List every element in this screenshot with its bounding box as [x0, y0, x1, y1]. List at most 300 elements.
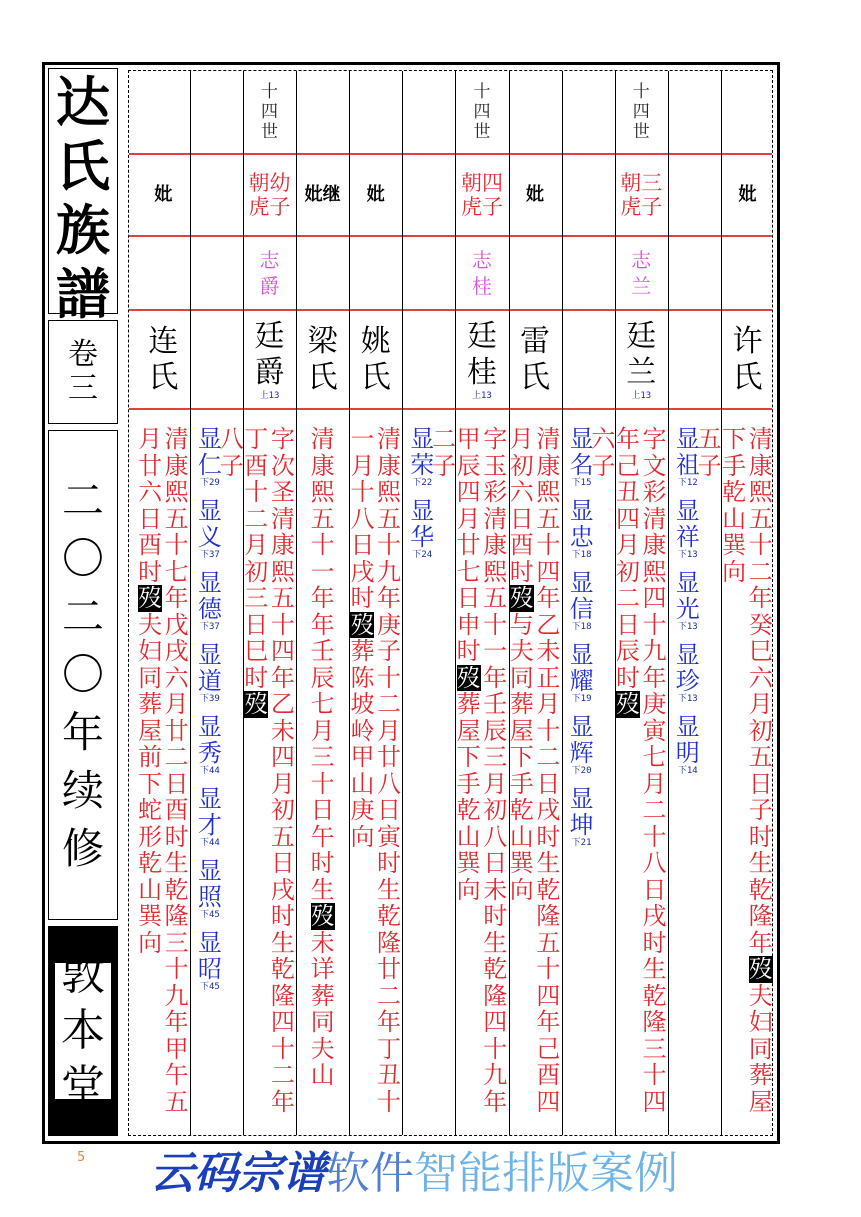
- glyph: 午: [310, 822, 335, 851]
- glyph: 屋: [138, 716, 163, 745]
- glyph: 四: [270, 1008, 295, 1036]
- glyph: 雷: [520, 323, 551, 359]
- glyph: 族: [56, 198, 110, 262]
- hall-name-box: [48, 926, 118, 1136]
- glyph: 戌: [164, 637, 189, 665]
- glyph: 十: [350, 478, 375, 506]
- reference-mark: 下12: [677, 478, 698, 488]
- glyph: 十: [377, 1087, 401, 1116]
- glyph: 子: [377, 637, 401, 665]
- children-column: [668, 71, 721, 1135]
- glyph: 月: [244, 531, 269, 559]
- glyph: 寅: [642, 716, 667, 745]
- glyph: 夫: [509, 637, 534, 665]
- relation-pair: [620, 171, 662, 219]
- glyph: 子: [697, 451, 722, 480]
- glyph: 日: [509, 504, 534, 533]
- child-entry: [410, 498, 434, 560]
- child-entry: [570, 498, 594, 560]
- glyph: 子: [269, 195, 291, 219]
- glyph: 熙: [270, 557, 295, 586]
- relation-label: [367, 184, 385, 206]
- glyph: 酉: [164, 796, 189, 824]
- person-column: [296, 71, 349, 1135]
- glyph: 清: [164, 425, 189, 453]
- glyph: 酉: [138, 531, 163, 559]
- glyph: 十: [642, 610, 667, 639]
- glyph: 熙: [536, 478, 561, 506]
- child-entry: [570, 570, 594, 632]
- glyph: 年: [61, 708, 104, 757]
- glyph: 葬: [748, 1061, 773, 1089]
- glyph: 夫: [138, 610, 163, 639]
- glyph: 日: [748, 769, 773, 798]
- glyph: 时: [642, 928, 667, 957]
- glyph: 荣: [410, 451, 435, 479]
- glyph: 五: [536, 504, 561, 533]
- relation-column: [461, 171, 482, 219]
- glyph: 照: [197, 883, 222, 911]
- glyph: 子: [591, 451, 616, 480]
- glyph: 未: [270, 716, 295, 745]
- glyph: 戊: [164, 610, 189, 639]
- child-entry: [198, 858, 222, 920]
- glyph: 详: [310, 955, 335, 983]
- glyph: 丑: [615, 478, 640, 506]
- glyph: 时: [536, 822, 561, 851]
- glyph: 手: [722, 451, 747, 480]
- glyph: 字: [642, 425, 667, 453]
- glyph: 日: [456, 584, 481, 612]
- glyph: 日: [310, 796, 335, 824]
- glyph: 华: [410, 523, 435, 551]
- glyph: 继: [322, 184, 341, 205]
- glyph: 巽: [138, 902, 163, 930]
- glyph: 氏: [732, 359, 763, 395]
- glyph: 显: [197, 713, 222, 741]
- glyph: 月: [615, 531, 640, 559]
- glyph: 未: [483, 875, 508, 904]
- glyph: 二: [164, 743, 189, 771]
- glyph: 十: [164, 531, 189, 559]
- relation-column: [482, 171, 503, 219]
- glyph: 六: [164, 663, 189, 692]
- relation-cell: [296, 155, 349, 235]
- glyph: 乾: [536, 875, 561, 904]
- biography-text: [641, 426, 668, 1115]
- person-name: [243, 311, 296, 408]
- glyph: 七: [456, 557, 481, 586]
- person-name: [509, 311, 562, 408]
- glyph: 譜: [56, 262, 110, 326]
- glyph: 下: [456, 743, 481, 771]
- glyph: 三: [310, 743, 335, 771]
- glyph: 时: [748, 822, 773, 851]
- reference-mark: 下45: [199, 982, 220, 992]
- glyph: 同: [748, 1034, 773, 1063]
- glyph: 岭: [350, 716, 375, 745]
- glyph: 歿: [138, 584, 163, 612]
- glyph: 歿: [456, 663, 481, 692]
- glyph: 癸: [748, 610, 773, 639]
- child-entry: [198, 570, 222, 632]
- glyph: 四: [536, 1087, 561, 1116]
- glyph: 二: [377, 690, 401, 718]
- glyph: 十: [270, 610, 295, 639]
- glyph: 清: [377, 425, 401, 453]
- child-entry: [570, 426, 594, 488]
- glyph: 显: [197, 785, 222, 813]
- biography-text: [535, 426, 562, 1115]
- relation-column: [305, 183, 323, 207]
- glyph: 坡: [350, 690, 375, 718]
- glyph: 时: [350, 584, 375, 612]
- glyph: 五: [164, 1087, 189, 1116]
- glyph: 时: [456, 637, 481, 665]
- glyph: 文: [642, 451, 667, 480]
- glyph: 山: [350, 769, 375, 798]
- glyph: 熙: [164, 478, 189, 506]
- glyph: 歿: [350, 610, 375, 639]
- glyph: 乾: [483, 955, 508, 983]
- glyph: 显: [197, 641, 222, 669]
- glyph: 耀: [569, 667, 594, 695]
- glyph: 山: [310, 1061, 335, 1089]
- glyph: 续: [61, 766, 104, 815]
- glyph: 朝: [460, 171, 482, 195]
- glyph: 子: [641, 195, 663, 219]
- glyph: 康: [642, 531, 667, 559]
- glyph: 隆: [748, 902, 773, 930]
- glyph: 年: [377, 584, 401, 612]
- glyph: 许: [732, 323, 763, 359]
- glyph: 四: [481, 171, 503, 195]
- reference-mark: 下22: [412, 478, 433, 488]
- glyph: 十: [310, 531, 335, 559]
- child-entry: [676, 642, 700, 704]
- relation-column: [641, 171, 662, 219]
- genealogy-table: [128, 70, 773, 1136]
- child-entry: [198, 714, 222, 776]
- glyph: 手: [456, 769, 481, 798]
- relation-label: [526, 184, 544, 206]
- glyph: 壬: [483, 690, 508, 718]
- glyph: 氏: [360, 359, 391, 395]
- reference-mark: 下44: [199, 838, 220, 848]
- biography-text: [243, 426, 270, 718]
- glyph: 四: [615, 504, 640, 533]
- footer-software: 软件: [326, 1148, 414, 1199]
- glyph: 向: [350, 822, 375, 851]
- glyph: 屋: [456, 716, 481, 745]
- glyph: 妇: [138, 637, 163, 665]
- glyph: 寅: [377, 822, 401, 851]
- glyph: 生: [377, 875, 401, 904]
- glyph: 祥: [675, 523, 700, 551]
- glyph: 十: [632, 82, 650, 102]
- relation-pair: [461, 171, 503, 219]
- footer-brand: 云码宗谱: [150, 1148, 326, 1199]
- glyph: 廷: [466, 318, 497, 354]
- glyph: 时: [483, 902, 508, 930]
- glyph: 廷: [254, 318, 285, 354]
- glyph: 敦: [61, 949, 105, 1000]
- sidebar: [48, 68, 120, 1136]
- glyph: 五: [748, 504, 773, 533]
- glyph: 清: [270, 504, 295, 533]
- glyph: 五: [536, 928, 561, 957]
- glyph: 年: [377, 1008, 401, 1036]
- glyph: 廿: [377, 743, 401, 771]
- glyph: 达: [56, 70, 110, 134]
- biography-text: [482, 426, 509, 1115]
- child-entry: [676, 570, 700, 632]
- glyph: 歿: [244, 690, 269, 718]
- glyph: 葬: [310, 981, 335, 1010]
- glyph: 午: [164, 1061, 189, 1089]
- glyph: 四: [536, 981, 561, 1010]
- hall-name: [55, 949, 111, 1112]
- glyph: 十: [536, 716, 561, 745]
- glyph: 氏: [307, 359, 338, 395]
- glyph: 四: [483, 1008, 508, 1036]
- glyph: 丑: [377, 1061, 401, 1089]
- relation-column: [323, 183, 341, 207]
- glyph: 年: [310, 584, 335, 612]
- glyph: 同: [138, 663, 163, 692]
- child-entry: [570, 786, 594, 848]
- relation-cell: [349, 155, 402, 235]
- reference-mark: 下19: [571, 694, 592, 704]
- glyph: 妣: [738, 184, 757, 205]
- glyph: 世: [261, 122, 279, 142]
- glyph: 仁: [197, 451, 222, 479]
- glyph: 隆: [377, 928, 401, 957]
- glyph: 祖: [675, 451, 700, 479]
- biography-text: [747, 426, 774, 1115]
- glyph: 清: [748, 425, 773, 453]
- person-column: [455, 71, 508, 1135]
- glyph: 年: [748, 584, 773, 612]
- glyph: 辰: [483, 716, 508, 745]
- glyph: 月: [310, 716, 335, 745]
- relation-cell: [721, 155, 774, 235]
- relation-cell: [137, 155, 190, 235]
- glyph: 清: [642, 504, 667, 533]
- relation-cell: [455, 155, 508, 235]
- reference-mark: 下13: [677, 550, 698, 560]
- glyph: 酉: [509, 531, 534, 559]
- glyph: 屋: [748, 1087, 773, 1116]
- glyph: 四: [632, 102, 650, 122]
- glyph: 显: [569, 497, 594, 525]
- glyph: 显: [675, 425, 700, 453]
- glyph: 熙: [642, 557, 667, 586]
- glyph: 康: [377, 451, 401, 480]
- glyph: 显: [197, 497, 222, 525]
- glyph: 戌: [350, 557, 375, 586]
- glyph: 月: [456, 504, 481, 533]
- glyph: 时: [270, 902, 295, 930]
- biography-text: [455, 426, 482, 903]
- person-column: [137, 71, 190, 1135]
- relation-pair: [249, 171, 291, 219]
- glyph: 六: [138, 478, 163, 506]
- child-entry: [676, 426, 700, 488]
- glyph: 德: [197, 595, 222, 623]
- glyph: 清: [536, 425, 561, 453]
- glyph: 二: [748, 557, 773, 586]
- glyph: 年: [483, 663, 508, 692]
- glyph: 年: [164, 584, 189, 612]
- glyph: 戌: [270, 875, 295, 904]
- glyph: 十: [483, 1034, 508, 1063]
- child-entry: [570, 642, 594, 704]
- glyph: 年: [642, 663, 667, 692]
- children-column: [190, 71, 243, 1135]
- glyph: 四: [642, 1087, 667, 1116]
- glyph: 熙: [483, 557, 508, 586]
- glyph: 六: [748, 663, 773, 692]
- glyph: 未: [536, 637, 561, 665]
- glyph: 十: [377, 531, 401, 559]
- glyph: 显: [569, 569, 594, 597]
- glyph: 葬: [456, 690, 481, 718]
- glyph: 玉: [483, 451, 508, 480]
- children-list: [674, 426, 702, 786]
- glyph: 葬: [350, 637, 375, 665]
- reference-mark: 下29: [199, 478, 220, 488]
- glyph: 己: [615, 451, 640, 480]
- glyph: 十: [536, 955, 561, 983]
- glyph: 子: [219, 451, 244, 480]
- glyph: 日: [164, 769, 189, 798]
- glyph: 十: [244, 478, 269, 506]
- glyph: 显: [410, 497, 435, 525]
- page-number: 5: [77, 1150, 86, 1165]
- glyph: 丁: [244, 425, 269, 453]
- reference-mark: 下15: [571, 478, 592, 488]
- glyph: 乙: [536, 610, 561, 639]
- courtesy-name: [455, 237, 508, 309]
- glyph: 四: [536, 557, 561, 586]
- glyph: 屋: [509, 716, 534, 745]
- reference-mark: 下14: [677, 766, 698, 776]
- glyph: 二: [244, 504, 269, 533]
- glyph: 庚: [377, 610, 401, 639]
- glyph: 日: [270, 849, 295, 877]
- glyph: 氏: [56, 134, 110, 198]
- glyph: 九: [164, 981, 189, 1010]
- generation-label: [615, 71, 668, 153]
- glyph: 十: [473, 82, 491, 102]
- glyph: 甲: [350, 743, 375, 771]
- glyph: 酉: [536, 1061, 561, 1089]
- child-entry: [410, 426, 434, 488]
- glyph: 康: [536, 451, 561, 480]
- person-column: [243, 71, 296, 1135]
- glyph: 子: [748, 796, 773, 824]
- glyph: 八: [642, 849, 667, 877]
- glyph: 清: [310, 425, 335, 453]
- glyph: 四: [642, 584, 667, 612]
- relation-column: [270, 171, 291, 219]
- glyph: 辰: [310, 663, 335, 692]
- generation-label: [243, 71, 296, 153]
- glyph: 珍: [675, 667, 700, 695]
- glyph: 五: [748, 743, 773, 771]
- children-list: [568, 426, 596, 858]
- glyph: 熙: [377, 478, 401, 506]
- glyph: 二: [270, 1061, 295, 1089]
- glyph: 八: [219, 425, 244, 453]
- genealogy-title: [48, 68, 118, 326]
- glyph: 修: [61, 824, 104, 873]
- glyph: 巳: [244, 637, 269, 665]
- glyph: 〇: [61, 650, 104, 699]
- glyph: 十: [377, 663, 401, 692]
- glyph: 初: [615, 557, 640, 586]
- relation-label: [738, 184, 756, 206]
- relation-column: [249, 171, 270, 219]
- glyph: 六: [591, 425, 616, 453]
- reference-mark: 上13: [259, 390, 280, 401]
- person-column: [349, 71, 402, 1135]
- glyph: 山: [456, 822, 481, 851]
- glyph: 乙: [270, 690, 295, 718]
- glyph: 时: [615, 663, 640, 692]
- glyph: 二: [377, 981, 401, 1010]
- glyph: 隆: [270, 981, 295, 1010]
- person-name: [721, 311, 774, 408]
- glyph: 熙: [748, 478, 773, 506]
- glyph: 月: [138, 425, 163, 453]
- glyph: 九: [642, 637, 667, 665]
- glyph: 乾: [377, 902, 401, 930]
- volume-label: [48, 320, 118, 424]
- glyph: 十: [536, 531, 561, 559]
- glyph: 二: [61, 476, 104, 525]
- glyph: 前: [138, 743, 163, 771]
- glyph: 清: [483, 504, 508, 533]
- glyph: 显: [569, 785, 594, 813]
- glyph: 丁: [377, 1034, 401, 1063]
- children-list: [196, 426, 224, 1002]
- glyph: 八: [350, 504, 375, 533]
- glyph: 戌: [536, 796, 561, 824]
- child-entry: [198, 930, 222, 992]
- glyph: 月: [377, 716, 401, 745]
- glyph: 山: [138, 875, 163, 904]
- glyph: 巽: [456, 849, 481, 877]
- glyph: 五: [270, 822, 295, 851]
- glyph: 生: [270, 928, 295, 957]
- glyph: 歿: [509, 584, 534, 612]
- reference-mark: 下20: [571, 766, 592, 776]
- glyph: 夫: [310, 1034, 335, 1063]
- relation-column: [620, 171, 641, 219]
- glyph: 月: [164, 690, 189, 718]
- biography-text: [615, 426, 642, 718]
- reference-mark: 上13: [631, 390, 652, 401]
- glyph: 八: [483, 822, 508, 851]
- glyph: 歿: [748, 955, 773, 983]
- glyph: 字: [270, 425, 295, 453]
- glyph: 显: [675, 713, 700, 741]
- glyph: 巽: [722, 531, 747, 559]
- glyph: 山: [722, 504, 747, 533]
- glyph: 乾: [138, 849, 163, 877]
